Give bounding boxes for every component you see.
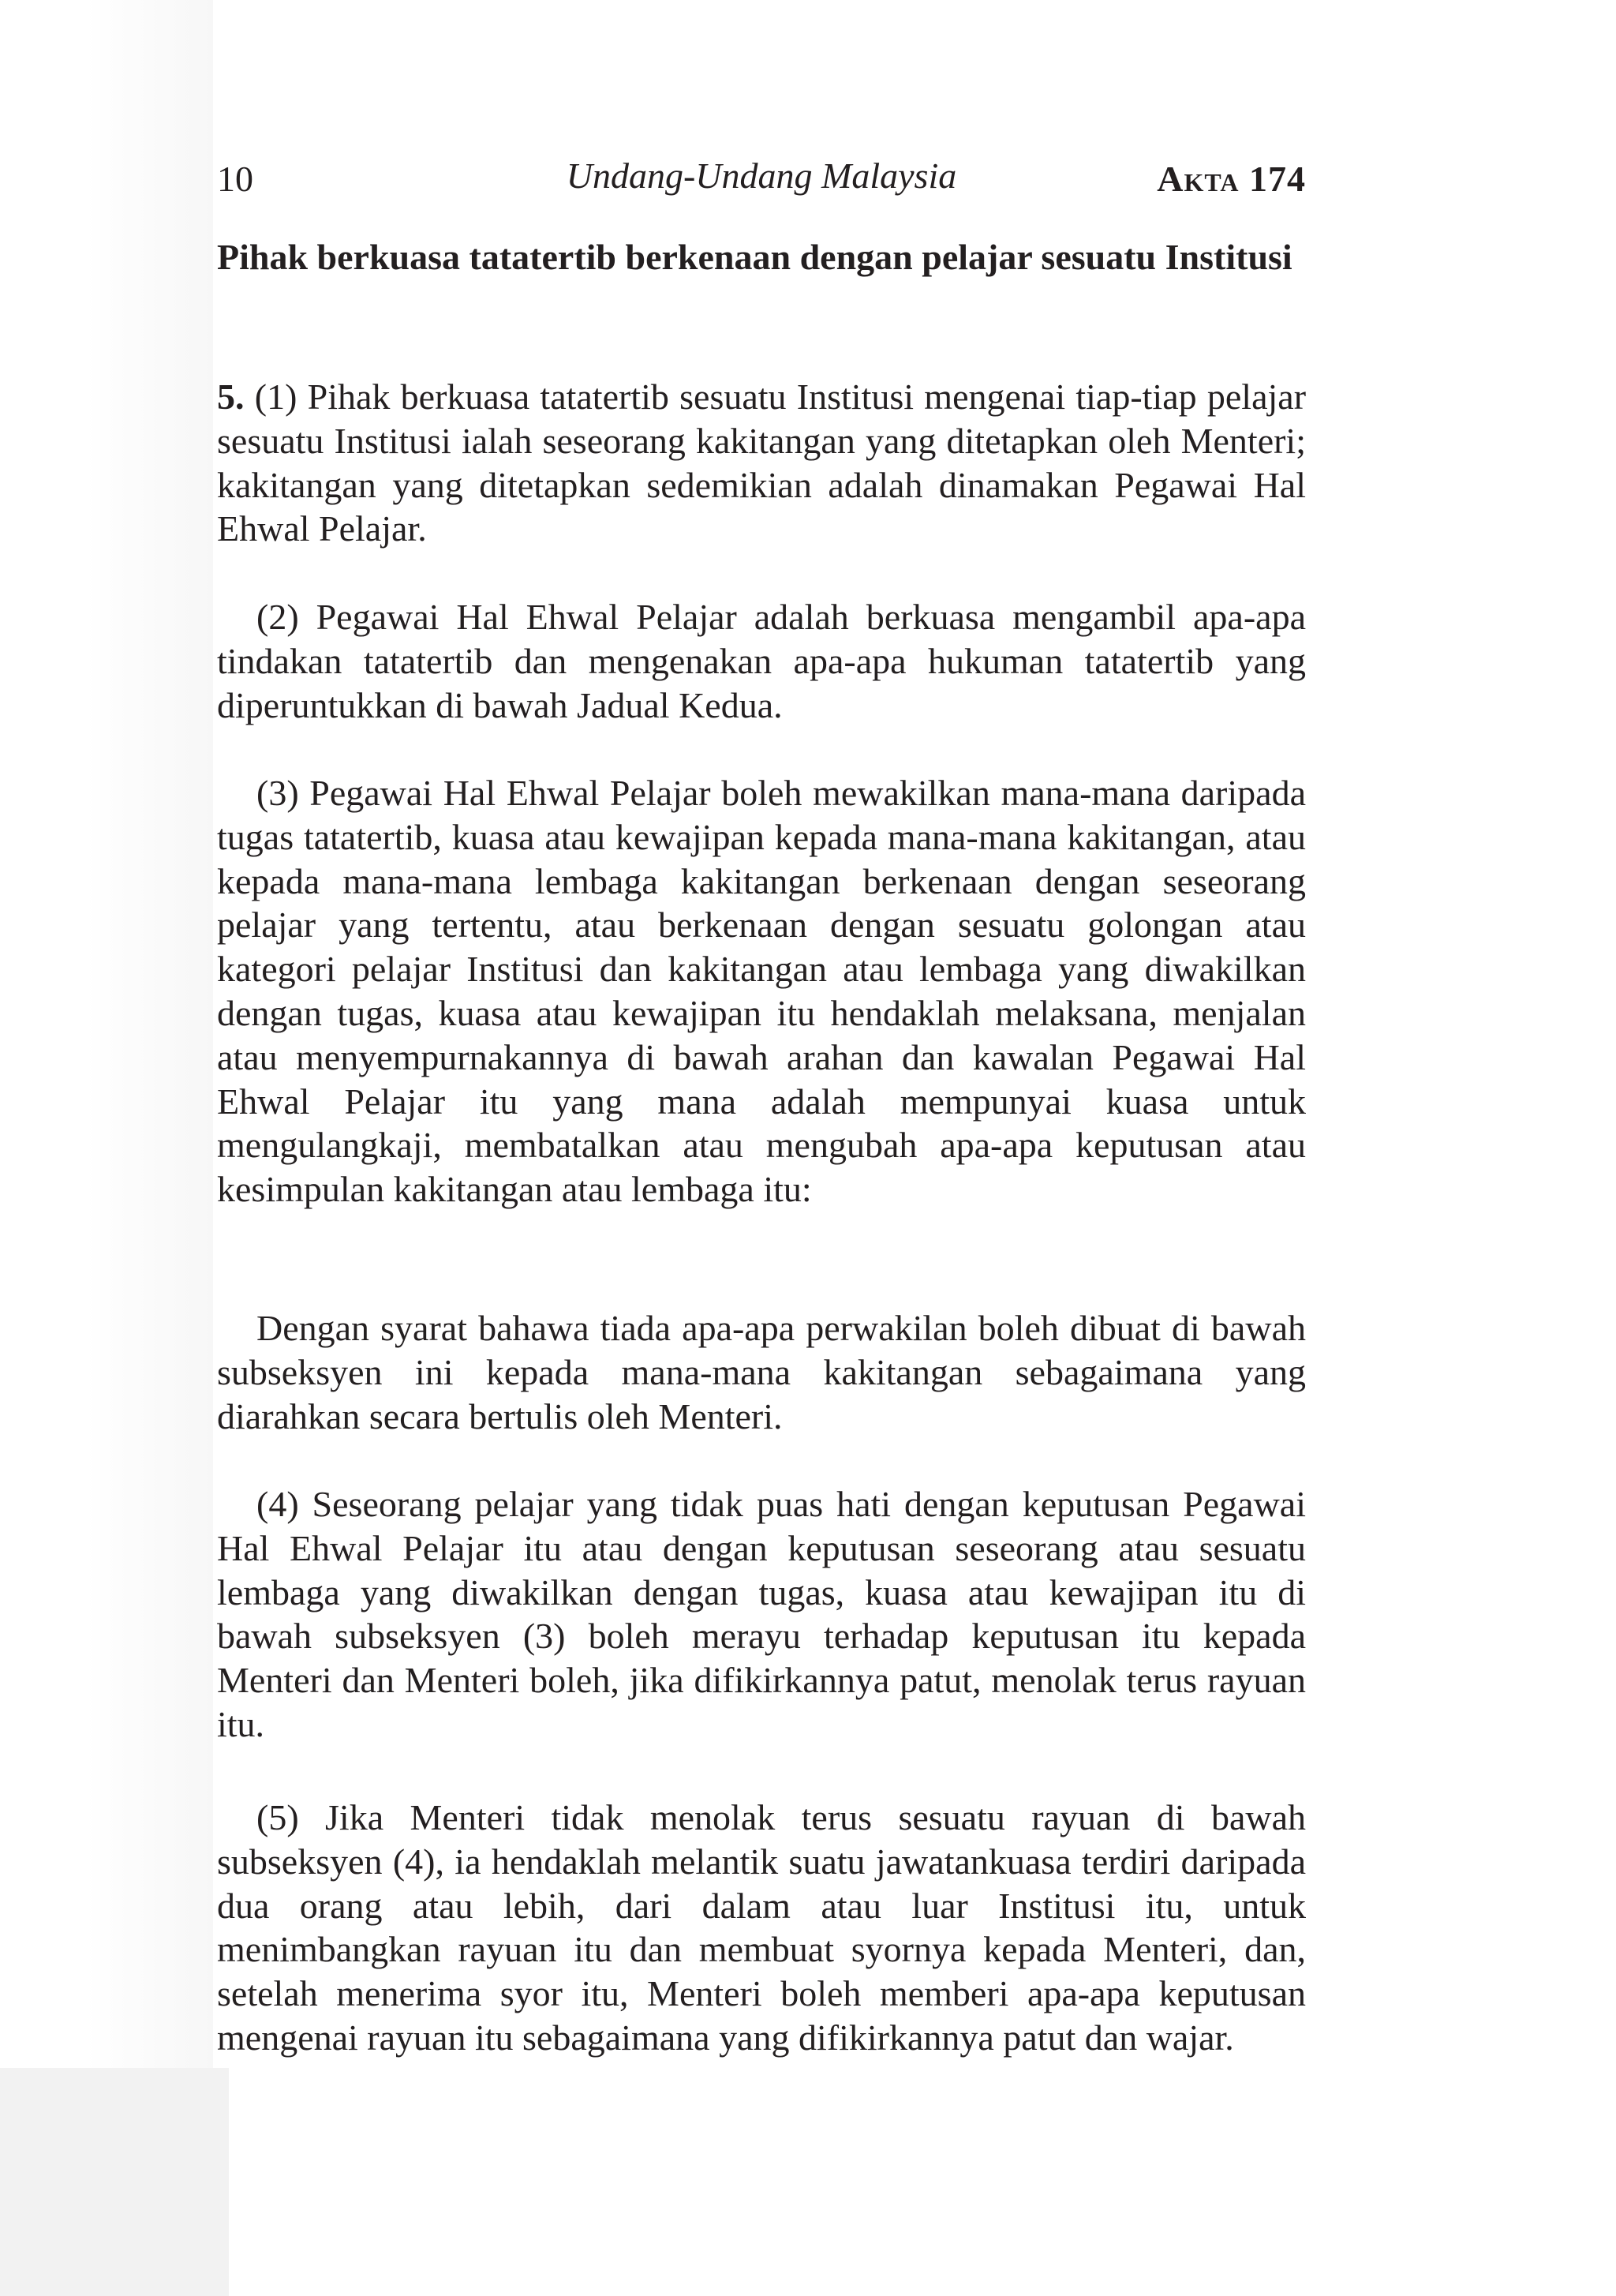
subsection-5-text: (5) Jika Menteri tidak menolak terus sesuatu rayuan di bawah subseksyen (4), ia hendaklah melantik suatu jawatankuasa terdiri daripada dua orang atau lebih, dari dalam atau luar Institusi itu, untuk menimbangkan rayuan itu dan membuat syornya kepada Menteri, dan, setelah menerima syor itu, Menteri boleh memberi apa-apa keputusan mengenai rayuan itu sebagaimana yang difikirkannya patut dan wajar.: [217, 1797, 1306, 2058]
subsection-1-body: (1) Pihak berkuasa tatatertib sesuatu Institusi mengenai tiap-tiap pelajar sesuatu Institusi ialah seseorang kakitangan yang ditetapkan oleh Menteri; kakitangan yang ditetapkan sedemikian adalah dinamakan Pegawai Hal Ehwal Pelajar.: [217, 376, 1307, 549]
subsection-4: [217, 1482, 1306, 1747]
section-heading: Pihak berkuasa tatatertib berkenaan dengan pelajar sesuatu Institusi: [217, 237, 1292, 277]
subsection-5: [217, 1796, 1306, 2060]
subsection-2: [217, 595, 1306, 727]
proviso: [217, 1306, 1306, 1438]
page-header: [217, 155, 1306, 205]
subsection-3: [217, 771, 1306, 1212]
subsection-1-text: [217, 375, 1306, 551]
section-number: 5.: [217, 376, 245, 417]
subsection-3-text: (3) Pegawai Hal Ehwal Pelajar boleh mewakilkan mana-mana daripada tugas tatatertib, kuasa atau kewajipan kepada mana-mana kakitangan, atau kepada mana-mana lembaga kakitangan berkenaan dengan seseorang pelajar yang tertentu, atau berkenaan dengan sesuatu golongan atau kategori pelajar Institusi dan kakitangan atau lembaga yang diwakilkan dengan tugas, kuasa atau kewajipan itu hendaklah melaksana, menjalan atau menyempurnakannya di bawah arahan dan kawalan Pegawai Hal Ehwal Pelajar itu yang mana adalah mempunyai kuasa untuk mengulangkaji, membatalkan atau mengubah apa-apa keputusan atau kesimpulan kakitangan atau lembaga itu:: [217, 773, 1306, 1210]
subsection-1: [217, 375, 1306, 551]
running-title: Undang-Undang Malaysia: [566, 155, 957, 196]
act-label: Akta 174: [1157, 159, 1306, 199]
subsection-4-text: (4) Seseorang pelajar yang tidak puas hati dengan keputusan Pegawai Hal Ehwal Pelajar itu atau dengan keputusan seseorang atau sesuatu lembaga yang diwakilkan dengan tugas, kuasa atau kewajipan itu di bawah subseksyen (3) boleh merayu terhadap keputusan itu kepada Menteri dan Menteri boleh, jika difikirkannya patut, menolak terus rayuan itu.: [217, 1484, 1306, 1744]
page-number: 10: [217, 159, 253, 199]
proviso-text: Dengan syarat bahawa tiada apa-apa perwakilan boleh dibuat di bawah subseksyen ini kepada mana-mana kakitangan sebagaimana yang diarahkan secara bertulis oleh Menteri.: [217, 1308, 1306, 1436]
scan-corner-shading: [0, 2068, 229, 2296]
scan-margin-shading: [0, 0, 213, 2296]
subsection-2-text: (2) Pegawai Hal Ehwal Pelajar adalah berkuasa mengambil apa-apa tindakan tatatertib dan mengenakan apa-apa hukuman tatatertib yang diperuntukkan di bawah Jadual Kedua.: [217, 597, 1306, 725]
